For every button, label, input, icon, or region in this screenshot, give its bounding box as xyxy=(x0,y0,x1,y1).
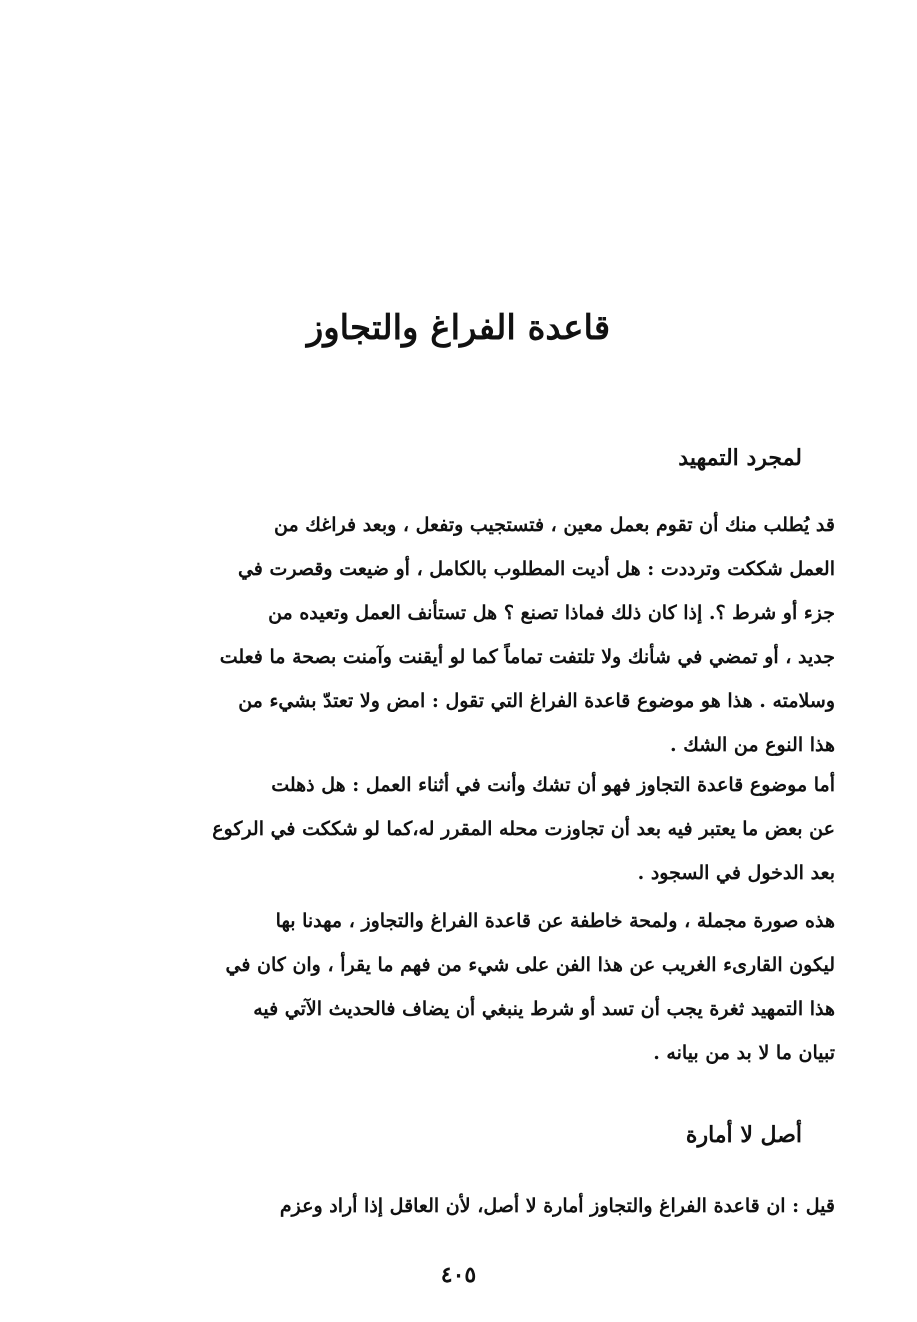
paragraph-intro xyxy=(82,503,835,767)
text-line: هذه صورة مجملة ، ولمحة خاطفة عن قاعدة الفراغ والتجاوز ، مهدنا بها xyxy=(275,910,835,932)
text-line: وسلامته . هذا هو موضوع قاعدة الفراغ التي تقول : امض ولا تعتدّ بشيء من xyxy=(238,690,835,712)
paragraph-tajawuz xyxy=(82,763,835,895)
text-line: ليكون القارىء الغريب عن هذا الفن على شيء من فهم ما يقرأ ، وان كان في xyxy=(225,954,835,976)
text-line: هذا التمهيد ثغرة يجب أن تسد أو شرط ينبغي أن يضاف فالحديث الآتي فيه xyxy=(253,998,835,1020)
paragraph-asl xyxy=(82,1184,835,1228)
text-line: جزء أو شرط ؟. إذا كان ذلك فماذا تصنع ؟ هل تستأنف العمل وتعيده من xyxy=(268,602,835,624)
chapter-title: قاعدة الفراغ والتجاوز xyxy=(306,308,611,348)
text-line: قيل : ان قاعدة الفراغ والتجاوز أمارة لا أصل، لأن العاقل إذا أراد وعزم xyxy=(279,1195,835,1217)
section-heading-asl: أصل لا أمارة xyxy=(685,1122,802,1148)
text-line: هذا النوع من الشك . xyxy=(670,734,835,756)
text-line: جديد ، أو تمضي في شأنك ولا تلتفت تماماً كما لو أيقنت وآمنت بصحة ما فعلت xyxy=(219,646,835,668)
text-line: قد يُطلب منك أن تقوم بعمل معين ، فتستجيب وتفعل ، وبعد فراغك من xyxy=(274,514,835,536)
text-line: أما موضوع قاعدة التجاوز فهو أن تشك وأنت في أثناء العمل : هل ذهلت xyxy=(271,774,835,796)
text-line: عن بعض ما يعتبر فيه بعد أن تجاوزت محله المقرر له،كما لو شككت في الركوع xyxy=(212,818,835,840)
section-heading-intro: لمجرد التمهيد xyxy=(678,445,802,471)
page-number: ٤٠٥ xyxy=(440,1262,477,1288)
text-line: تبيان ما لا بد من بيانه . xyxy=(653,1042,835,1064)
text-line: بعد الدخول في السجود . xyxy=(637,862,835,884)
paragraph-summary xyxy=(82,899,835,1075)
text-line: العمل شككت وترددت : هل أديت المطلوب بالكامل ، أو ضيعت وقصرت في xyxy=(237,558,835,580)
